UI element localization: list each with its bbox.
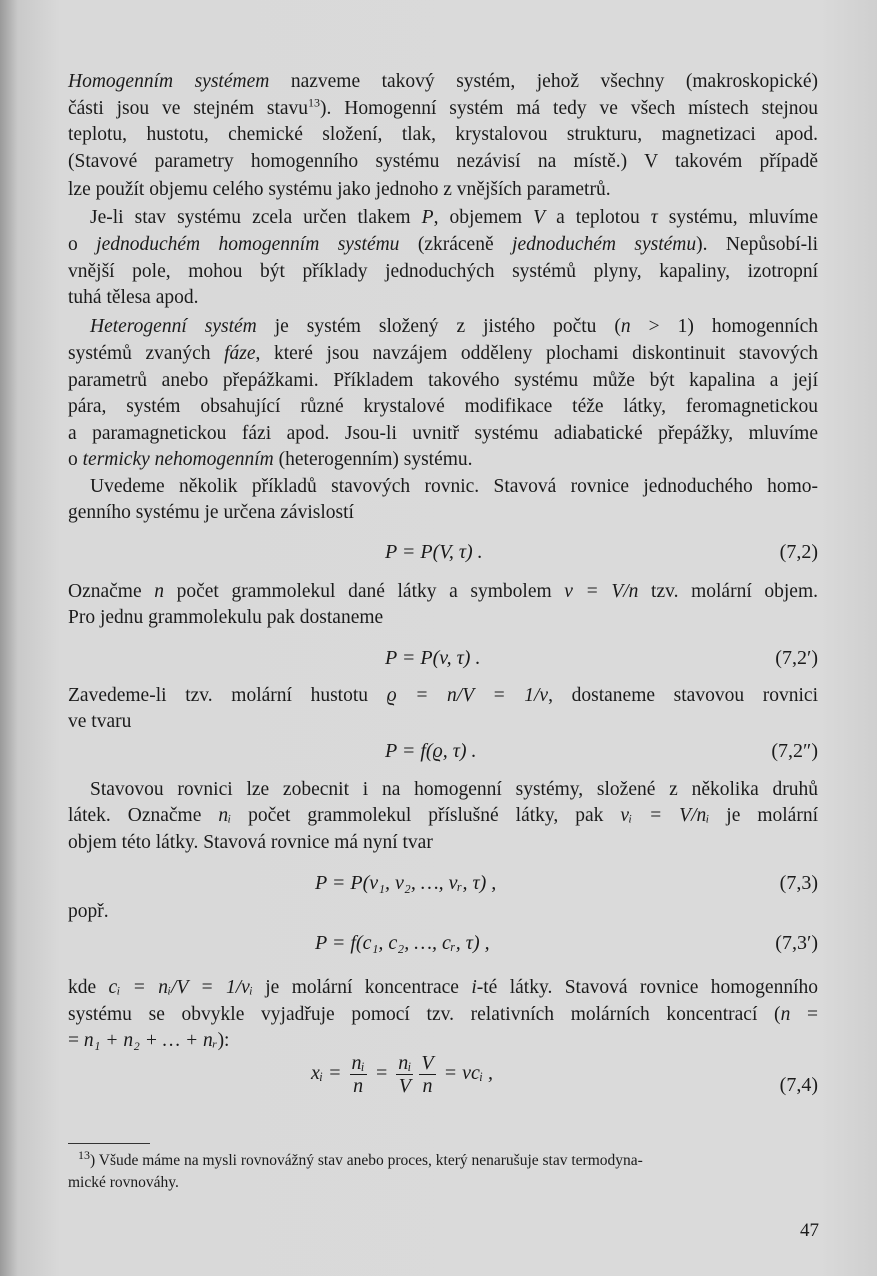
equation-formula — [311, 1052, 493, 1097]
emphasized-text: n₁ + n₂ + … + nᵣ — [83, 1030, 218, 1051]
text-segment: teplotu, hustotu, chemické složení, tlak, krystalovou strukturu, magnetizaci apod. — [68, 124, 818, 145]
text-line — [90, 314, 818, 340]
text-line — [68, 122, 818, 148]
text-segment: parametrů anebo přepážkami. Příkladem takového systému může být kapalina a její — [68, 370, 818, 391]
text-segment: systémů zvaných — [68, 343, 225, 364]
text-segment: Stavovou rovnici lze zobecnit i na homogenní systémy, složené z několika druhů — [90, 779, 818, 800]
text-segment: nazveme takový systém, jehož všechny (makroskopické) — [269, 71, 819, 92]
equation-formula: P = f(ϱ, τ) . — [385, 740, 477, 762]
text-line — [68, 1028, 818, 1054]
emphasized-text: i — [471, 977, 477, 998]
text-segment: systému se obvykle vyjadřuje pomocí tzv. relativních molárních koncentrací ( — [68, 1004, 781, 1025]
equation-number: (7,2′) — [775, 647, 818, 669]
text-segment: počet grammolekul příslušné látky, pak — [231, 805, 621, 826]
fraction — [419, 1052, 435, 1097]
emphasized-text: termicky nehomogenním — [82, 449, 274, 470]
footnote-reference: 13 — [308, 95, 321, 110]
text-line — [68, 500, 818, 526]
text-segment: o — [68, 449, 83, 470]
text-line — [68, 803, 818, 829]
text-segment: , dostaneme stavovou rovnici — [548, 685, 818, 706]
text-line — [68, 177, 818, 203]
equation-number: (7,2″) — [771, 740, 818, 762]
fraction — [396, 1052, 413, 1097]
text-segment: ): — [217, 1030, 230, 1051]
text-line — [68, 69, 818, 95]
text-line — [68, 975, 818, 1001]
text-segment: (heterogenním) systému. — [273, 449, 473, 470]
text-line — [68, 232, 818, 258]
emphasized-text: nᵢ — [218, 805, 232, 826]
text-line — [68, 447, 818, 473]
text-line — [68, 709, 818, 735]
text-segment: vnější pole, mohou být příklady jednoduchých systémů plyny, kapaliny, izotropní — [68, 261, 818, 282]
text-segment: lze použít objemu celého systému jako jednoho z vnějších parametrů. — [68, 179, 611, 200]
text-segment: je systém složený z jistého počtu ( — [256, 316, 621, 337]
text-line — [90, 474, 818, 500]
text-segment: kde — [68, 977, 109, 998]
text-segment: Uvedeme několik příkladů stavových rovnic. Stavová rovnice jednoduchého homo- — [90, 476, 818, 497]
text-segment: ve tvaru — [68, 711, 132, 732]
footnote-line-2: mické rovnováhy. — [68, 1174, 179, 1191]
text-segment: Je-li stav systému zcela určen tlakem — [90, 207, 422, 228]
equation-formula: P = P(v, τ) . — [385, 647, 481, 669]
footnote-line-1 — [78, 1147, 828, 1172]
text-segment: tzv. molární objem. — [638, 581, 818, 602]
text-segment: a teplotou — [545, 207, 651, 228]
text-segment: = — [790, 1004, 818, 1025]
text-segment: , které jsou navzájem odděleny plochami diskontinuit stavových — [255, 343, 818, 364]
numerator: nᵢ — [398, 1052, 412, 1074]
text-segment: pára, systém obsahující různé krystalové modifikace téže látky, feromagnetickou — [68, 396, 818, 417]
equation-rhs: = vcᵢ , — [443, 1062, 494, 1085]
text-line — [90, 777, 818, 803]
text-segment: je molární koncentrace — [252, 977, 472, 998]
numerator: nᵢ — [351, 1052, 365, 1074]
text-segment: (Stavové parametry homogenního systému nezávisí na místě.) V takovém případě — [68, 151, 818, 172]
text-segment: = — [68, 1030, 84, 1051]
equation-formula: P = f(c₁, c₂, …, cᵣ, τ) , — [315, 932, 490, 954]
text-segment: Označme — [68, 581, 155, 602]
emphasized-text: n — [780, 1004, 791, 1025]
text-segment: objem této látky. Stavová rovnice má nyní tvar — [68, 832, 433, 853]
text-segment: o — [68, 234, 97, 255]
page-number: 47 — [800, 1220, 819, 1241]
denominator: V — [398, 1075, 411, 1097]
text-line — [68, 285, 818, 311]
text-segment: tuhá tělesa apod. — [68, 287, 199, 308]
text-segment: systému, mluvíme — [657, 207, 818, 228]
text-line — [68, 149, 818, 175]
equals-sign: = — [374, 1062, 389, 1085]
equation-number: (7,4) — [779, 1074, 818, 1096]
text-segment: Zavedeme-li tzv. molární hustotu — [68, 685, 387, 706]
emphasized-text: vᵢ = V/nᵢ — [620, 805, 710, 826]
equation-lhs: xᵢ = — [311, 1062, 342, 1085]
text-line — [68, 1002, 818, 1028]
fraction — [350, 1052, 367, 1097]
emphasized-text: cᵢ = nᵢ/V = 1/vᵢ — [108, 977, 253, 998]
denominator: n — [422, 1075, 433, 1097]
equation-number: (7,3) — [779, 872, 818, 894]
text-segment: popř. — [68, 901, 109, 922]
text-segment: ). Homogenní systém má tedy ve všech místech stejnou — [320, 98, 818, 119]
emphasized-text: τ — [650, 207, 658, 228]
equation-number: (7,2) — [779, 541, 818, 563]
emphasized-text: n — [620, 316, 631, 337]
denominator: n — [353, 1075, 364, 1097]
text-segment: počet grammolekul dané látky a symbolem — [164, 581, 565, 602]
text-line — [68, 259, 818, 285]
footnote-text: ) Všude máme na mysli rovnovážný stav anebo proces, který nenarušuje stav termodyna- — [90, 1152, 643, 1169]
emphasized-text: n — [154, 581, 164, 602]
emphasized-text: V — [533, 207, 546, 228]
emphasized-text: ϱ = n/V = 1/v — [386, 685, 549, 706]
text-line — [68, 899, 818, 925]
text-line — [68, 683, 818, 709]
text-segment: genního systému je určena závislostí — [68, 502, 354, 523]
text-line — [68, 830, 818, 856]
emphasized-text: P — [421, 207, 434, 228]
text-line — [90, 205, 818, 231]
equation-formula: P = P(V, τ) . — [385, 541, 483, 563]
text-segment: a paramagnetickou fázi apod. Jsou-li uvnitř systému adiabatické přepážky, mluvíme — [68, 423, 818, 444]
text-segment: ). Nepůsobí-li — [696, 234, 819, 255]
emphasized-text: Heterogenní systém — [90, 316, 257, 337]
text-segment: (zkráceně — [399, 234, 513, 255]
equation-formula: P = P(v₁, v₂, …, vᵣ, τ) , — [315, 872, 497, 894]
text-segment: , objemem — [433, 207, 534, 228]
text-segment: -té látky. Stavová rovnice homogenního — [476, 977, 819, 998]
text-line — [68, 605, 818, 631]
text-segment: části jsou ve stejném stavu — [68, 98, 309, 119]
footnote-rule — [68, 1143, 150, 1144]
equation-number: (7,3′) — [775, 932, 818, 954]
emphasized-text: jednoduchém systému — [512, 234, 697, 255]
text-segment: látek. Označme — [68, 805, 219, 826]
emphasized-text: Homogenním systémem — [68, 71, 270, 92]
emphasized-text: jednoduchém homogenním systému — [96, 234, 400, 255]
numerator: V — [421, 1052, 434, 1074]
text-segment: > 1) homogenních — [630, 316, 818, 337]
text-line — [68, 341, 818, 367]
emphasized-text: fáze — [224, 343, 256, 364]
text-segment: Pro jednu grammolekulu pak dostaneme — [68, 607, 384, 628]
text-line — [68, 579, 818, 605]
footnote-mark: 13 — [78, 1147, 90, 1162]
emphasized-text: v = V/n — [564, 581, 639, 602]
text-line — [68, 394, 818, 420]
text-line — [68, 421, 818, 447]
text-line — [68, 368, 818, 394]
text-line — [68, 96, 818, 122]
text-segment: je molární — [709, 805, 818, 826]
